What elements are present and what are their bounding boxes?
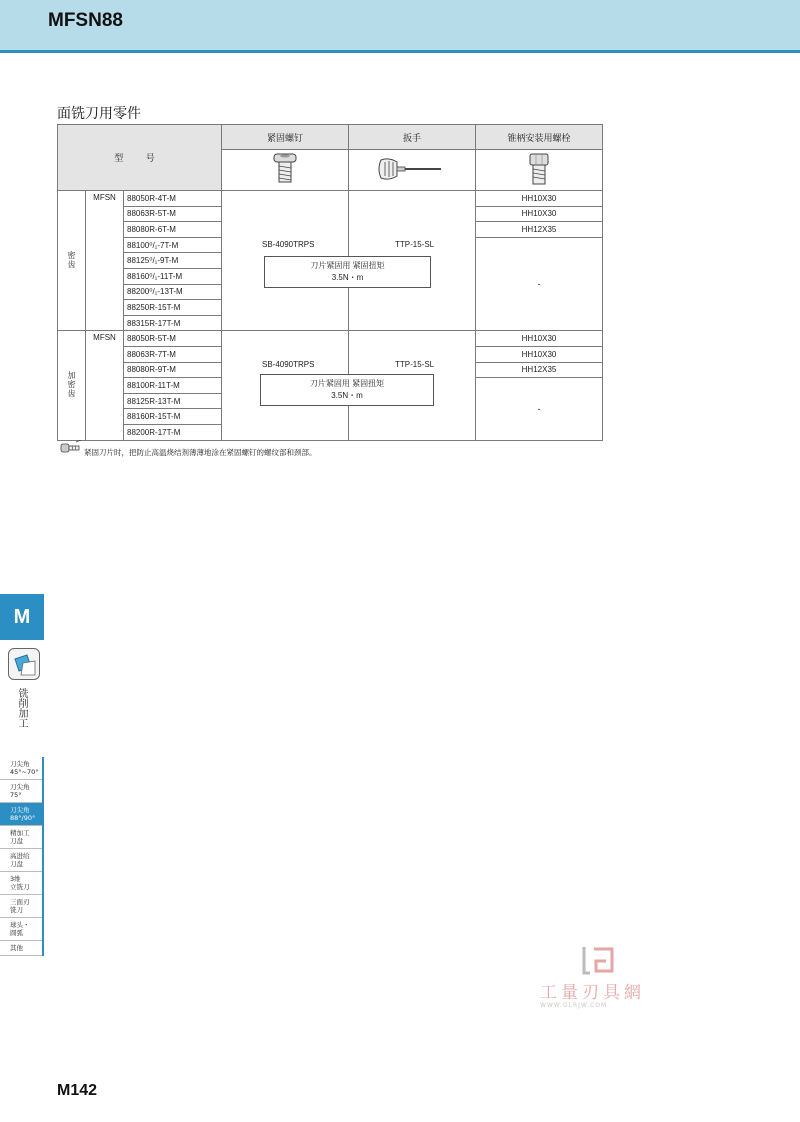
section-title: 面铣刀用零件 [57, 106, 141, 122]
bolt-icon [527, 152, 551, 186]
model-header: 型 号 [58, 125, 222, 191]
nav-item-sub: 88°/90° [10, 814, 36, 822]
nav-item-label: 刀尖角 [10, 783, 30, 791]
nav-item-sub: 铣刀 [10, 906, 23, 914]
nav-item-sub: 刀盘 [10, 860, 23, 868]
nav-item-label: 三面刃 [10, 898, 30, 906]
nav-item-sub: 75° [10, 791, 22, 799]
nav-item[interactable] [0, 826, 42, 849]
screw-header: 紧固螺钉 [222, 125, 349, 150]
model-cell: 88200⁰/₁-13T-M [124, 284, 222, 300]
category-nav [0, 757, 44, 956]
model-cell: 88050R-4T-M [124, 191, 222, 207]
screw-code: SB-4090TRPS [262, 359, 315, 369]
wrench-header: 扳手 [349, 125, 476, 150]
model-cell: 88250R-15T-M [124, 300, 222, 316]
watermark-url: WWW.GLRJW.COM [540, 1002, 608, 1009]
bolt-cell: HH10X30 [476, 331, 603, 347]
model-cell: 88080R-6T-M [124, 222, 222, 238]
screw-grease-icon [60, 440, 82, 456]
nav-item-label: 精加工 [10, 829, 30, 837]
page-header [0, 0, 800, 53]
screw-icon [270, 152, 300, 186]
bolt-cell: HH10X30 [476, 191, 603, 207]
watermark-text: 工量刃具網 [540, 983, 645, 1003]
torque-label: 刀片紧固用 紧固扭矩 [309, 378, 385, 388]
section-tab-m[interactable]: M [0, 594, 44, 640]
bolt-cell: HH10X30 [476, 346, 603, 362]
nav-item[interactable] [0, 941, 42, 956]
model-cell: 88063R-7T-M [124, 346, 222, 362]
nav-item-sub: 立铣刀 [10, 883, 30, 891]
wrench-icon [377, 154, 447, 184]
screw-image-cell [222, 150, 349, 191]
nav-item-label: 刀尖角 [10, 806, 30, 814]
model-cell: 88100⁰/₁-7T-M [124, 237, 222, 253]
wrench-cell [349, 331, 476, 440]
screw-code: SB-4090TRPS [262, 240, 315, 250]
model-cell: 88100R-11T-M [124, 378, 222, 394]
nav-item-label: 球头・ [10, 921, 30, 929]
series-cell: MFSN [86, 331, 124, 440]
parts-table [57, 124, 603, 441]
group-label: 加密齿 [67, 370, 76, 398]
group-label-cell [58, 331, 86, 440]
model-cell: 88125⁰/₁-9T-M [124, 253, 222, 269]
nav-item-label: 刀尖角 [10, 760, 30, 768]
section-sidebar [0, 642, 44, 750]
header-title: MFSN88 [48, 10, 123, 31]
torque-value: 3.5N・m [331, 390, 363, 400]
model-cell: 88200R-17T-M [124, 424, 222, 440]
section-label: 铣削加工 [16, 688, 27, 728]
group-label: 密齿 [67, 250, 76, 269]
screw-cell [222, 191, 385, 331]
nav-item-sub: 刀盘 [10, 837, 23, 845]
nav-item-sub: 圆弧 [10, 929, 23, 937]
bolt-image-cell [476, 150, 603, 191]
wrench-cell [349, 191, 476, 331]
torque-value: 3.5N・m [331, 273, 364, 283]
nav-item[interactable] [0, 895, 42, 918]
group-label-cell [58, 191, 86, 331]
model-cell: 88160⁰/₁-11T-M [124, 268, 222, 284]
series-cell: MFSN [86, 191, 124, 331]
model-cell: 88125R-13T-M [124, 393, 222, 409]
bolt-cell: HH12X35 [476, 362, 603, 378]
wrench-image-cell [349, 150, 476, 191]
screw-cell [222, 331, 385, 440]
nav-item-active[interactable] [0, 803, 42, 826]
nav-item-label: 3维 [10, 875, 21, 883]
page-number: M142 [57, 1082, 98, 1099]
nav-item-label: 其他 [10, 944, 23, 952]
nav-item[interactable] [0, 872, 42, 895]
bolt-dash-cell: - [476, 237, 603, 331]
nav-item-sub: 45°~70° [10, 768, 39, 776]
model-cell: 88080R-9T-M [124, 362, 222, 378]
nav-item[interactable] [0, 757, 42, 780]
torque-label: 刀片紧固用 紧固扭矩 [310, 261, 385, 271]
milling-insert-icon [8, 648, 40, 680]
model-cell: 88050R-5T-M [124, 331, 222, 347]
bolt-header: 锥柄安装用螺栓 [476, 125, 603, 150]
model-cell: 88063R-5T-M [124, 206, 222, 222]
nav-item-label: 高进给 [10, 852, 30, 860]
watermark-logo-icon [580, 945, 620, 975]
nav-item[interactable] [0, 918, 42, 941]
wrench-code: TTP-15-SL [395, 240, 435, 250]
note-text: 紧固刀片时，把防止高温烧结剂薄薄地涂在紧固螺钉的螺纹部和颈部。 [84, 448, 317, 457]
bolt-cell: HH10X30 [476, 206, 603, 222]
bolt-cell: HH12X35 [476, 222, 603, 238]
nav-item[interactable] [0, 849, 42, 872]
nav-item[interactable] [0, 780, 42, 803]
wrench-code: TTP-15-SL [395, 359, 435, 369]
model-cell: 88160R-15T-M [124, 409, 222, 425]
watermark [540, 945, 670, 1015]
bolt-dash-cell: - [476, 378, 603, 440]
model-cell: 88315R-17T-M [124, 315, 222, 331]
